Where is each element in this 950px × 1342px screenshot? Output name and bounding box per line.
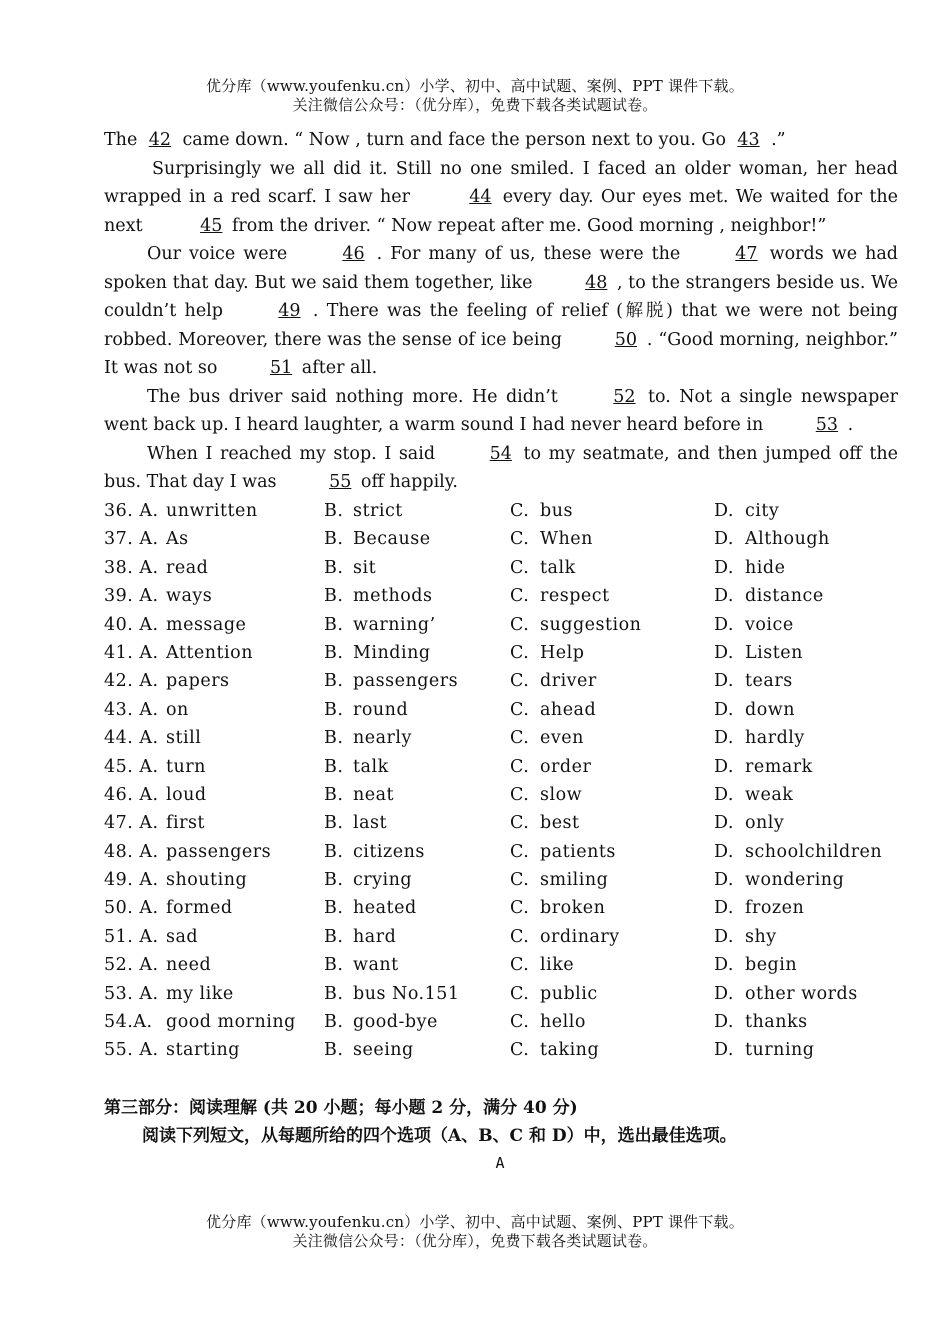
option-a: turn bbox=[166, 756, 206, 777]
passage-text: to. Not a single newspaper went back up. I heard laughter, a warm sound I had never heard before in bbox=[104, 386, 898, 435]
question-number: 52. A. bbox=[104, 955, 159, 976]
option-letter: D. bbox=[714, 926, 734, 947]
option-b: strict bbox=[353, 501, 403, 521]
question-number: 42. A. bbox=[104, 671, 159, 692]
option-a: sad bbox=[166, 926, 199, 947]
passage-text: from the driver. “ Now repeat after me. Good morning , neighbor!” bbox=[226, 215, 827, 236]
option-a: need bbox=[166, 955, 212, 976]
question-row bbox=[104, 980, 904, 1008]
option-a: starting bbox=[166, 1040, 240, 1061]
question-row bbox=[104, 724, 904, 752]
option-b: good-bye bbox=[353, 1012, 438, 1033]
option-letter: B. bbox=[324, 501, 344, 521]
option-a: read bbox=[166, 557, 209, 578]
question-number: 45. A. bbox=[104, 756, 159, 777]
question-row bbox=[104, 554, 904, 582]
section-title: 第三部分：阅读理解 (共 20 小题；每小题 2 分，满分 40 分) bbox=[104, 1098, 578, 1118]
option-b: seeing bbox=[353, 1040, 414, 1061]
section-heading bbox=[104, 1094, 904, 1150]
option-b: hard bbox=[353, 926, 397, 947]
option-d: weak bbox=[745, 784, 794, 805]
option-letter: C. bbox=[510, 671, 530, 692]
option-letter: D. bbox=[714, 671, 734, 692]
section-instruction: 阅读下列短文，从每题所给的四个选项（A、B、C 和 D）中，选出最佳选项。 bbox=[142, 1126, 737, 1146]
answer-blank: 45 bbox=[200, 215, 223, 236]
answer-blank: 46 bbox=[342, 244, 365, 264]
option-letter: D. bbox=[714, 870, 734, 891]
answer-blank: 52 bbox=[613, 386, 636, 407]
option-letter: D. bbox=[714, 1012, 734, 1033]
option-letter: C. bbox=[510, 1012, 530, 1033]
option-letter: C. bbox=[510, 642, 530, 663]
option-letter: B. bbox=[324, 784, 344, 805]
option-letter: B. bbox=[324, 1012, 344, 1033]
option-letter: B. bbox=[324, 586, 344, 607]
option-letter: D. bbox=[714, 642, 734, 663]
question-number: 38. A. bbox=[104, 557, 159, 578]
option-letter: D. bbox=[714, 699, 734, 720]
option-letter: B. bbox=[324, 898, 344, 919]
option-b: want bbox=[353, 955, 399, 976]
passage-text: The bbox=[104, 130, 143, 150]
option-d: remark bbox=[745, 756, 813, 777]
passage-text: . There was the feeling of relief (解脱) that we were not being robbed. Moreover, there was the sense of ice being bbox=[104, 301, 899, 350]
option-a: good morning bbox=[166, 1012, 296, 1033]
option-d: city bbox=[745, 501, 780, 521]
passage-paragraph bbox=[104, 240, 898, 383]
option-letter: C. bbox=[510, 529, 530, 550]
option-a: Attention bbox=[166, 642, 253, 663]
passage-text: every day. Our eyes met. We waited for the next bbox=[104, 187, 899, 236]
option-a: first bbox=[166, 813, 205, 834]
option-a: formed bbox=[166, 898, 233, 919]
option-letter: D. bbox=[714, 614, 734, 635]
question-row bbox=[104, 639, 904, 667]
option-letter: B. bbox=[324, 728, 344, 749]
option-c: suggestion bbox=[540, 614, 642, 635]
option-letter: B. bbox=[324, 926, 344, 947]
passage-text: . bbox=[842, 415, 854, 435]
option-letter: B. bbox=[324, 671, 344, 692]
footer-line-2: 关注微信公众号：（优分库），免费下载各类试题试卷。 bbox=[292, 1232, 658, 1250]
option-d: Listen bbox=[745, 642, 803, 663]
question-number: 55. A. bbox=[104, 1040, 159, 1061]
option-b: bus No.151 bbox=[353, 983, 460, 1004]
option-c: slow bbox=[540, 784, 583, 805]
answer-blank: 47 bbox=[735, 244, 758, 264]
passage-paragraph bbox=[104, 155, 898, 241]
question-row bbox=[104, 866, 904, 894]
passage-text: When I reached my stop. I said bbox=[147, 443, 443, 464]
question-number: 41. A. bbox=[104, 642, 159, 663]
option-letter: D. bbox=[714, 728, 734, 749]
option-letter: B. bbox=[324, 699, 344, 720]
question-row bbox=[104, 667, 904, 695]
option-a: ways bbox=[166, 586, 213, 607]
option-b: sit bbox=[353, 557, 377, 578]
question-number: 37. A. bbox=[104, 529, 159, 550]
passage-text: The bus driver said nothing more. He didn’t bbox=[147, 386, 567, 407]
option-letter: D. bbox=[714, 756, 734, 777]
option-letter: C. bbox=[510, 557, 530, 578]
option-letter: C. bbox=[510, 813, 530, 834]
page-footer bbox=[0, 1213, 950, 1251]
option-letter: C. bbox=[510, 898, 530, 919]
option-letter: B. bbox=[324, 642, 344, 663]
question-row bbox=[104, 1008, 904, 1036]
passage-paragraph bbox=[104, 126, 898, 155]
option-c: order bbox=[540, 756, 592, 777]
question-number: 54.A. bbox=[104, 1012, 153, 1033]
option-d: only bbox=[745, 813, 785, 834]
option-b: heated bbox=[353, 898, 417, 919]
option-letter: D. bbox=[714, 955, 734, 976]
option-c: broken bbox=[540, 898, 606, 919]
option-letter: C. bbox=[510, 784, 530, 805]
option-d: begin bbox=[745, 955, 798, 976]
question-number: 48. A. bbox=[104, 841, 159, 862]
option-a: shouting bbox=[166, 870, 248, 891]
option-a: papers bbox=[166, 671, 230, 692]
footer-line-1: 优分库（www.youfenku.cn）小学、初中、高中试题、案例、PPT 课件下载。 bbox=[206, 1213, 744, 1231]
option-letter: B. bbox=[324, 614, 344, 635]
option-letter: C. bbox=[510, 870, 530, 891]
option-letter: D. bbox=[714, 983, 734, 1004]
passage-text: after all. bbox=[296, 358, 378, 378]
option-b: talk bbox=[353, 756, 389, 777]
question-row bbox=[104, 1036, 904, 1064]
option-c: bus bbox=[540, 501, 573, 521]
option-letter: D. bbox=[714, 813, 734, 834]
option-d: Although bbox=[745, 529, 830, 550]
option-a: passengers bbox=[166, 841, 272, 862]
option-c: When bbox=[540, 529, 593, 550]
option-letter: B. bbox=[324, 955, 344, 976]
question-number: 53. A. bbox=[104, 983, 159, 1004]
option-b: passengers bbox=[353, 671, 459, 692]
question-row bbox=[104, 951, 904, 979]
option-letter: D. bbox=[714, 1040, 734, 1061]
option-letter: C. bbox=[510, 699, 530, 720]
question-number: 36. A. bbox=[104, 501, 159, 521]
option-c: ahead bbox=[540, 699, 597, 720]
part-label: A bbox=[495, 1154, 505, 1172]
option-letter: B. bbox=[324, 557, 344, 578]
passage-text: came down. “ Now , turn and face the person next to you. Go bbox=[176, 130, 732, 150]
option-letter: D. bbox=[714, 529, 734, 550]
answer-blank: 43 bbox=[737, 130, 760, 150]
option-d: hardly bbox=[745, 728, 805, 749]
option-a: As bbox=[166, 529, 189, 550]
option-c: hello bbox=[540, 1012, 586, 1033]
option-d: distance bbox=[745, 586, 824, 607]
question-number: 44. A. bbox=[104, 728, 159, 749]
option-c: respect bbox=[540, 586, 610, 607]
option-a: unwritten bbox=[166, 501, 258, 521]
option-letter: B. bbox=[324, 1040, 344, 1061]
option-letter: C. bbox=[510, 1040, 530, 1061]
option-letter: C. bbox=[510, 614, 530, 635]
option-letter: B. bbox=[324, 983, 344, 1004]
passage-text: . “Good morning, neighbor.” It was not so bbox=[104, 329, 898, 378]
header-line-1: 优分库（www.youfenku.cn）小学、初中、高中试题、案例、PPT 课件下载。 bbox=[206, 77, 744, 95]
answer-blank: 53 bbox=[815, 415, 839, 435]
option-d: other words bbox=[745, 983, 858, 1004]
question-row bbox=[104, 525, 904, 553]
question-row bbox=[104, 611, 904, 639]
option-letter: C. bbox=[510, 983, 530, 1004]
passage-text: off happily. bbox=[355, 472, 458, 492]
option-c: smiling bbox=[540, 870, 609, 891]
option-c: public bbox=[540, 983, 598, 1004]
option-letter: C. bbox=[510, 728, 530, 749]
answer-blank: 55 bbox=[329, 472, 352, 492]
option-d: frozen bbox=[745, 898, 805, 919]
option-b: last bbox=[353, 813, 388, 834]
answer-blank: 51 bbox=[269, 358, 293, 378]
reading-passage bbox=[104, 126, 898, 497]
question-number: 39. A. bbox=[104, 586, 159, 607]
question-row bbox=[104, 696, 904, 724]
option-a: my like bbox=[166, 983, 234, 1004]
option-letter: D. bbox=[714, 784, 734, 805]
question-row bbox=[104, 894, 904, 922]
option-b: citizens bbox=[353, 841, 425, 862]
option-letter: B. bbox=[324, 870, 344, 891]
option-d: shy bbox=[745, 926, 777, 947]
option-d: turning bbox=[745, 1040, 815, 1061]
question-number: 46. A. bbox=[104, 784, 159, 805]
option-c: Help bbox=[540, 642, 585, 663]
option-letter: D. bbox=[714, 557, 734, 578]
option-b: crying bbox=[353, 870, 413, 891]
option-b: nearly bbox=[353, 728, 412, 749]
option-b: round bbox=[353, 699, 409, 720]
question-row bbox=[104, 781, 904, 809]
question-row bbox=[104, 838, 904, 866]
option-letter: B. bbox=[324, 841, 344, 862]
passage-text: words we had spoken that day. But we said them together, like bbox=[104, 244, 898, 293]
option-c: even bbox=[540, 728, 584, 749]
option-letter: C. bbox=[510, 501, 530, 521]
question-row bbox=[104, 497, 904, 525]
passage-text: to my seatmate, and then jumped off the bus. That day I was bbox=[104, 443, 898, 492]
answer-blank: 49 bbox=[278, 301, 301, 321]
option-d: hide bbox=[745, 557, 786, 578]
question-number: 43. A. bbox=[104, 699, 159, 720]
option-c: taking bbox=[540, 1040, 600, 1061]
answer-blank: 42 bbox=[148, 130, 172, 150]
passage-text: . For many of us, these were the bbox=[368, 244, 689, 264]
option-a: still bbox=[166, 728, 202, 749]
option-c: driver bbox=[540, 671, 597, 692]
option-letter: B. bbox=[324, 813, 344, 834]
option-b: neat bbox=[353, 784, 395, 805]
option-letter: D. bbox=[714, 898, 734, 919]
passage-paragraph bbox=[104, 383, 898, 440]
question-row bbox=[104, 809, 904, 837]
answer-blank: 48 bbox=[585, 272, 608, 293]
option-c: talk bbox=[540, 557, 576, 578]
option-a: on bbox=[166, 699, 189, 720]
passage-text: , to the strangers beside us. We couldn’t help bbox=[104, 272, 898, 321]
page-header bbox=[0, 77, 950, 115]
option-c: best bbox=[540, 813, 580, 834]
option-letter: D. bbox=[714, 841, 734, 862]
option-b: Because bbox=[353, 529, 431, 550]
question-number: 49. A. bbox=[104, 870, 159, 891]
answer-blank: 54 bbox=[489, 443, 512, 464]
option-letter: C. bbox=[510, 756, 530, 777]
option-c: ordinary bbox=[540, 926, 620, 947]
answer-blank: 44 bbox=[469, 187, 492, 207]
option-letter: B. bbox=[324, 529, 344, 550]
header-line-2: 关注微信公众号：（优分库），免费下载各类试题试卷。 bbox=[292, 96, 658, 114]
question-row bbox=[104, 923, 904, 951]
option-d: schoolchildren bbox=[745, 841, 883, 862]
option-letter: C. bbox=[510, 955, 530, 976]
option-b: methods bbox=[353, 586, 433, 607]
passage-paragraph bbox=[104, 440, 898, 497]
option-b: Minding bbox=[353, 642, 431, 663]
option-d: down bbox=[745, 699, 795, 720]
option-c: like bbox=[540, 955, 575, 976]
option-d: wondering bbox=[745, 870, 845, 891]
question-row bbox=[104, 753, 904, 781]
option-d: thanks bbox=[745, 1012, 808, 1033]
option-a: message bbox=[166, 614, 247, 635]
question-number: 47. A. bbox=[104, 813, 159, 834]
question-row bbox=[104, 582, 904, 610]
options-list bbox=[104, 497, 904, 1065]
option-d: tears bbox=[745, 671, 793, 692]
option-letter: C. bbox=[510, 586, 530, 607]
option-c: patients bbox=[540, 841, 616, 862]
question-number: 51. A. bbox=[104, 926, 159, 947]
option-letter: C. bbox=[510, 926, 530, 947]
option-letter: D. bbox=[714, 501, 734, 521]
passage-text: .” bbox=[765, 130, 786, 150]
option-letter: C. bbox=[510, 841, 530, 862]
option-letter: B. bbox=[324, 756, 344, 777]
question-number: 50. A. bbox=[104, 898, 159, 919]
option-letter: D. bbox=[714, 586, 734, 607]
option-d: voice bbox=[745, 614, 794, 635]
option-b: warning’ bbox=[353, 614, 436, 635]
question-number: 40. A. bbox=[104, 614, 159, 635]
option-a: loud bbox=[166, 784, 207, 805]
passage-text: Our voice were bbox=[147, 244, 296, 264]
answer-blank: 50 bbox=[614, 329, 638, 350]
passage-text: Surprisingly we all did it. Still no one smiled. I faced an older woman, her head wrapped in a red scarf. I saw her bbox=[104, 158, 898, 207]
